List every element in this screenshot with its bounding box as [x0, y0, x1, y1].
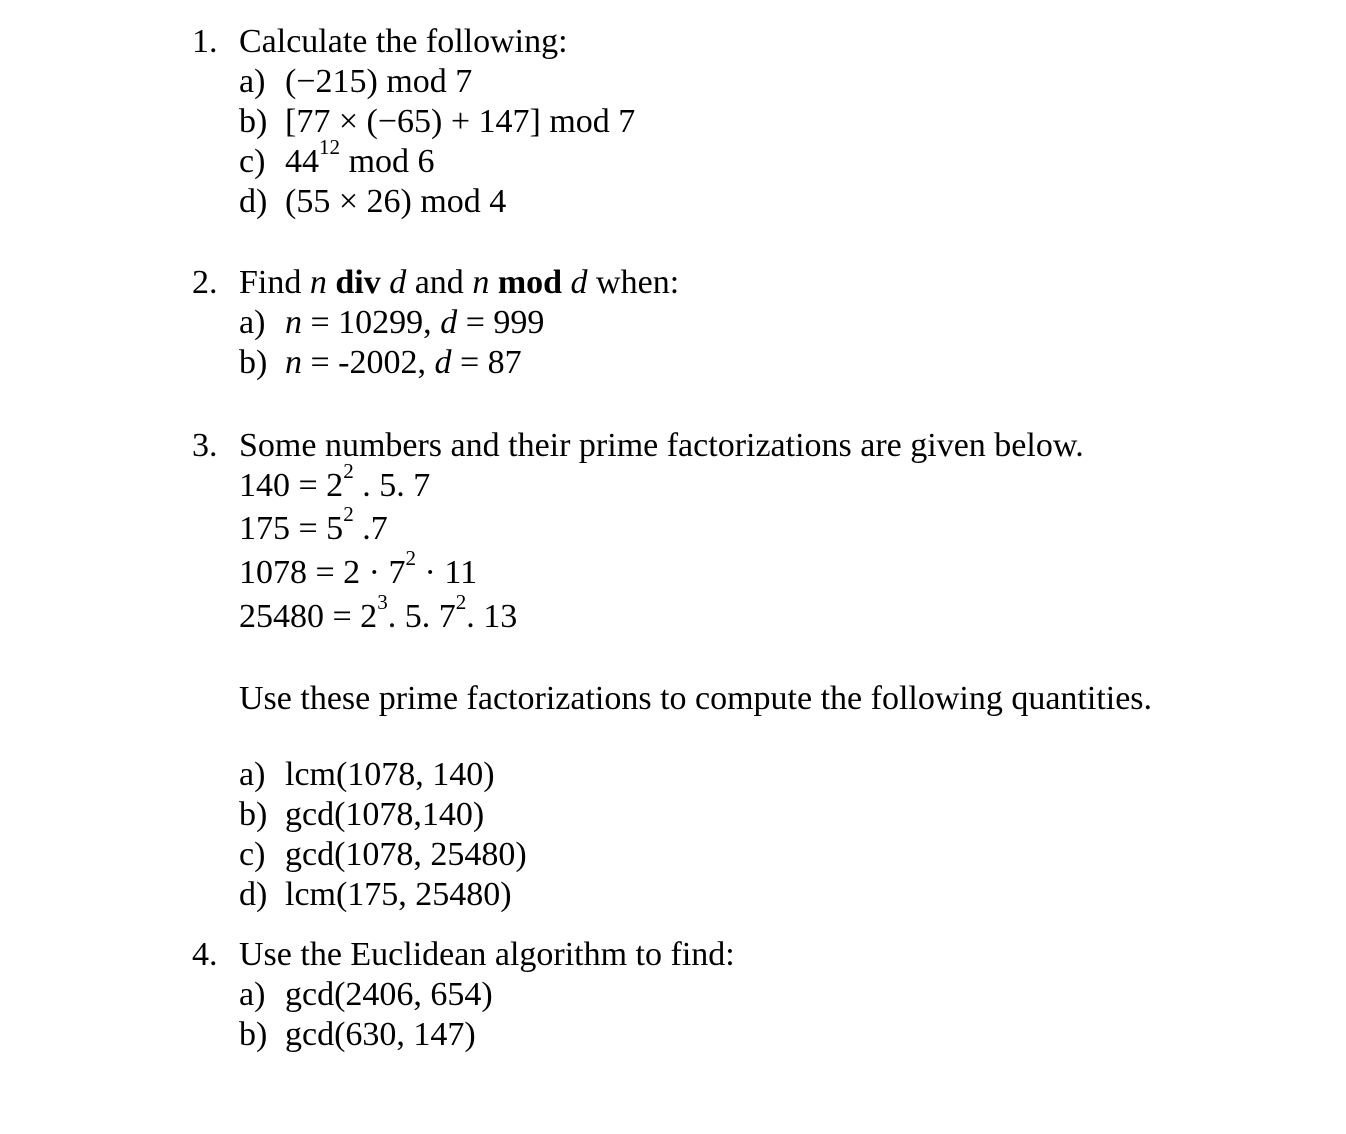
item-expression: (55 × 26) mod 4	[285, 183, 507, 220]
sub-item-b	[239, 795, 1322, 835]
question-4	[192, 935, 1322, 1055]
question-number: 1.	[192, 23, 218, 60]
title-text: when:	[596, 264, 680, 301]
factorization-175	[239, 502, 1322, 553]
variable-n: n	[285, 344, 302, 381]
variable-d: d	[389, 264, 407, 301]
item-label: d)	[239, 876, 268, 913]
factorization-1078	[239, 546, 1322, 597]
item-label: b)	[239, 344, 268, 381]
factorization-mid: . 5. 7	[387, 598, 456, 635]
sub-item-c	[239, 835, 1322, 875]
n-value: = -2002,	[302, 344, 435, 381]
factorization-tail: · 11	[416, 554, 478, 591]
question-1	[192, 22, 1322, 222]
variable-n: n	[472, 264, 490, 301]
item-expression: gcd(1078, 25480)	[285, 836, 527, 873]
question-title: Use the Euclidean algorithm to find:	[239, 936, 735, 973]
sub-item-c	[239, 135, 1322, 182]
item-label: a)	[239, 63, 266, 100]
item-label: a)	[239, 756, 266, 793]
spacer	[239, 637, 1322, 679]
factorization-lead: 175 = 5	[239, 510, 344, 547]
question-3	[192, 426, 1322, 915]
question-title: Some numbers and their prime factorizations are given below.	[239, 427, 1084, 464]
sub-item-a	[239, 975, 1322, 1015]
variable-d: d	[570, 264, 588, 301]
spacer	[239, 719, 1322, 755]
question-title	[239, 263, 1322, 303]
sub-item-d	[239, 875, 1322, 915]
item-expression: (−215) mod 7	[285, 63, 473, 100]
item-expression: lcm(1078, 140)	[285, 756, 495, 793]
sub-item-a	[239, 303, 1322, 343]
item-label: d)	[239, 183, 268, 220]
sub-item-b	[239, 102, 1322, 142]
item-label: b)	[239, 796, 268, 833]
sub-item-a	[239, 62, 1322, 102]
expression-rest: mod 6	[340, 143, 435, 180]
exponent: 2	[455, 590, 467, 615]
item-label: b)	[239, 103, 268, 140]
factorization-tail: .7	[353, 510, 388, 547]
item-expression: gcd(630, 147)	[285, 1016, 476, 1053]
item-label: b)	[239, 1016, 268, 1053]
n-value: = 10299,	[302, 304, 441, 341]
exponent: 2	[405, 546, 417, 571]
d-value: = 999	[457, 304, 545, 341]
title-text: and	[414, 264, 464, 301]
item-label: c)	[239, 836, 266, 873]
question-number: 2.	[192, 264, 218, 301]
question-number: 3.	[192, 427, 218, 464]
item-label: a)	[239, 976, 266, 1013]
exponent: 2	[343, 459, 354, 484]
item-label: c)	[239, 143, 266, 180]
item-expression: lcm(175, 25480)	[285, 876, 512, 913]
question-title: Calculate the following:	[239, 23, 568, 60]
sub-item-b	[239, 1015, 1322, 1055]
factorization-lead: 140 = 2	[239, 467, 344, 504]
factorization-lead: 1078 = 2 · 7	[239, 554, 406, 591]
factorization-tail: . 5. 7	[353, 467, 431, 504]
exponent: 3	[377, 590, 388, 615]
item-label: a)	[239, 304, 266, 341]
variable-n: n	[309, 264, 327, 301]
d-value: = 87	[451, 344, 522, 381]
factorization-tail: . 13	[466, 598, 518, 635]
question-2	[192, 263, 1322, 383]
variable-d: d	[440, 304, 458, 341]
mod-keyword: mod	[497, 264, 563, 301]
div-keyword: div	[335, 264, 381, 301]
variable-n: n	[285, 304, 302, 341]
exponent: 12	[319, 135, 341, 160]
sub-item-a	[239, 755, 1322, 795]
factorization-25480	[239, 590, 1322, 637]
title-text: Find	[239, 264, 310, 301]
instruction-text: Use these prime factorizations to compute the following quantities.	[239, 680, 1153, 717]
exponent: 2	[343, 502, 354, 527]
item-expression: [77 × (−65) + 147] mod 7	[285, 103, 636, 140]
variable-d: d	[434, 344, 452, 381]
question-number: 4.	[192, 936, 218, 973]
sub-item-b	[239, 343, 1322, 383]
item-expression: gcd(2406, 654)	[285, 976, 493, 1013]
factorization-140	[239, 459, 1322, 509]
factorization-lead: 25480 = 2	[239, 598, 378, 635]
expression-base: 44	[285, 143, 319, 180]
sub-item-d	[239, 182, 1322, 222]
item-expression: gcd(1078,140)	[285, 796, 485, 833]
